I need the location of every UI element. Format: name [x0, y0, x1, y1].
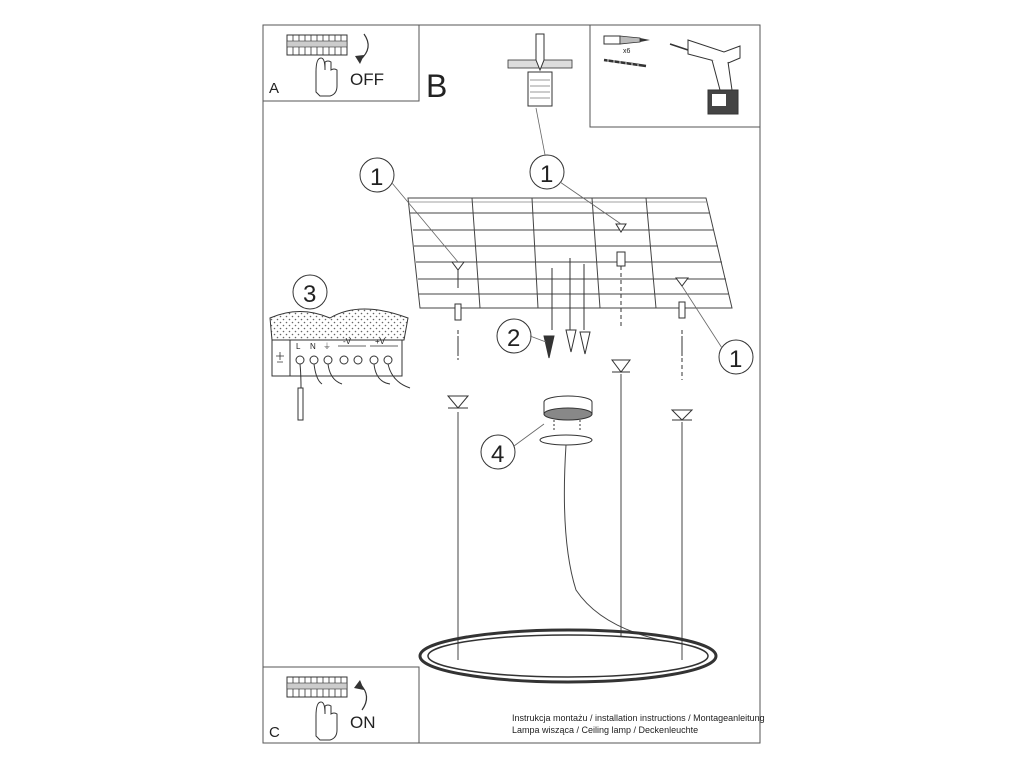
callout-3 [293, 275, 327, 309]
off-label: OFF [350, 70, 384, 89]
footer-caption [512, 712, 765, 736]
terminal-detail [270, 309, 410, 420]
terminal-label-l: L [296, 342, 301, 351]
anchor-quantity: x6 [623, 48, 631, 55]
footer-line-1: Instrukcja montażu / installation instructions / Montageanleitung [512, 713, 765, 723]
svg-text:2: 2 [507, 325, 521, 352]
svg-text:1: 1 [540, 161, 554, 188]
ceiling-fixings [452, 224, 688, 380]
callout-2 [497, 319, 546, 353]
terminal-label-ground: ⏚ [323, 342, 331, 351]
terminal-label-n: N [310, 342, 316, 351]
tools-panel [590, 25, 760, 127]
on-label: ON [350, 713, 376, 732]
svg-text:1: 1 [729, 346, 743, 373]
mounting-screws [458, 330, 682, 358]
panel-c [263, 667, 419, 743]
ring-lamp [420, 630, 716, 682]
callout-4 [481, 424, 544, 469]
svg-text:1: 1 [370, 164, 384, 191]
terminal-block-icon [287, 677, 347, 697]
panel-a [263, 25, 419, 101]
canopy [540, 396, 592, 445]
svg-text:4: 4 [491, 441, 505, 468]
svg-text:3: 3 [303, 281, 317, 308]
panel-b-letter: B [426, 68, 448, 104]
footer-line-2: Lampa wisząca / Ceiling lamp / Deckenleuchte [512, 725, 699, 735]
terminal-label-plus-v: +V [375, 337, 386, 346]
terminal-label-minus-v: -V [343, 337, 351, 346]
panel-a-letter: A [269, 80, 280, 97]
callout-1-top [530, 155, 621, 224]
callout-1-right [682, 286, 753, 374]
terminal-block-icon [287, 35, 347, 55]
page-frame [263, 25, 760, 743]
screw-detail [508, 34, 572, 160]
panel-c-letter: C [269, 724, 280, 741]
